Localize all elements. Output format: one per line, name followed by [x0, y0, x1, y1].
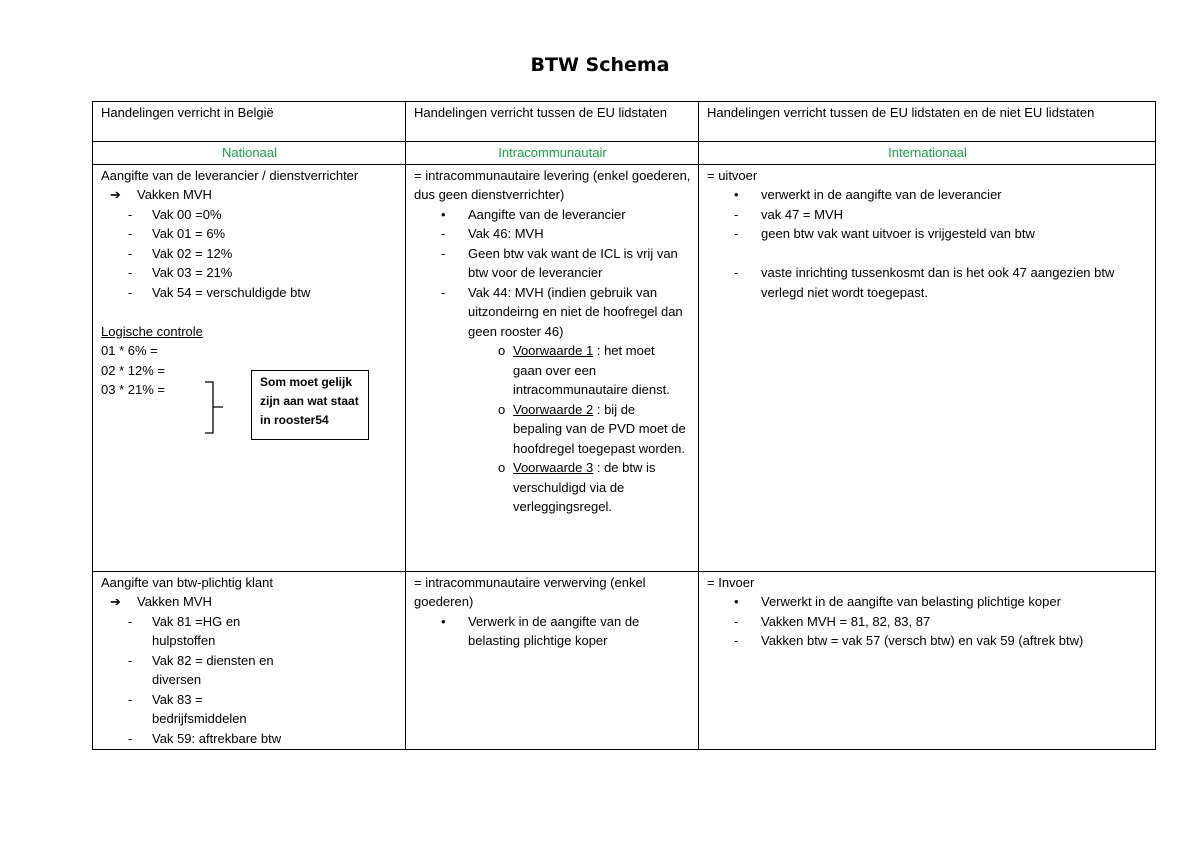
header-international: Handelingen verricht tussen de EU lidstaten en de niet EU lidstaten [699, 102, 1156, 142]
dash-marker: - [734, 226, 739, 241]
condition-text: : bij de bepaling van de PVD moet de hoofdregel toegepast worden. [513, 401, 686, 456]
bullet-marker: • [734, 594, 739, 609]
list-item: ➔ Vakken MVH [101, 185, 398, 205]
list-item: - Vak 81 =HG en hulpstoffen [101, 612, 398, 651]
cell-intro: Aangifte van de leverancier / dienstverrichter [101, 167, 359, 183]
dash-marker: - [128, 652, 133, 668]
cell-international-export [699, 164, 1156, 571]
dash-marker: - [128, 613, 133, 629]
list-item: - vak 47 = MVH [707, 205, 1148, 225]
circle-bullet-icon: o [498, 343, 506, 358]
list-item: - Vak 03 = 21% [101, 263, 398, 283]
table-row [93, 571, 1156, 750]
bullet-marker: • [734, 187, 739, 202]
btw-schema-table [92, 101, 1156, 750]
list-item: - vaste inrichting tussenkosmt dan is het ook 47 aangezien btw verlegd niet wordt toegepast. [707, 263, 1148, 302]
subheader-intracommunautair: Intracommunautair [406, 142, 699, 165]
cell-intracommunity-supply [406, 164, 699, 571]
list-item: - Vak 46: MVH [414, 224, 691, 244]
condition-item [414, 400, 691, 459]
list-item: - Vak 00 =0% [101, 205, 398, 225]
logic-line: 01 * 6% = [101, 343, 158, 358]
cell-international-import [699, 571, 1156, 750]
arrow-right-icon: ➔ [110, 187, 121, 202]
dash-marker: - [128, 226, 133, 241]
list-item: • Aangifte van de leverancier [414, 205, 691, 225]
dash-marker: - [734, 613, 739, 629]
circle-bullet-icon: o [498, 401, 506, 417]
logic-check-title: Logische controle [101, 323, 203, 339]
list-item: - Vak 59: aftrekbare btw [101, 729, 398, 749]
subheader-internationaal: Internationaal [699, 142, 1156, 165]
dash-marker: - [734, 206, 739, 222]
condition-item [414, 341, 691, 400]
note-box: Som moet gelijk zijn aan wat staat in rooster54 [251, 370, 369, 440]
list-item: • Verwerkt in de aangifte van belasting plichtige koper [707, 592, 1148, 612]
dash-marker: - [128, 691, 133, 707]
dash-marker: - [128, 206, 133, 222]
right-brace-icon [203, 381, 227, 437]
list-item: - geen btw vak want uitvoer is vrijgesteld van btw [707, 224, 1148, 244]
cell-intro: = intracommunautaire levering (enkel goederen, dus geen dienstverrichter) [414, 167, 691, 202]
arrow-right-icon: ➔ [110, 594, 121, 609]
condition-text: : het moet gaan over een intracommunautaire dienst. [513, 343, 670, 397]
list-item: - Geen btw vak want de ICL is vrij van btw voor de leverancier [414, 244, 691, 283]
condition-label: Voorwaarde 2 [513, 401, 594, 417]
logic-line: 03 * 21% = [101, 382, 165, 397]
list-item: - Vak 82 = diensten en diversen [101, 651, 398, 690]
header-row [93, 102, 1156, 142]
condition-item [414, 458, 691, 517]
condition-text: : de btw is verschuldigd via de verleggingsregel. [513, 460, 656, 514]
dash-marker: - [441, 226, 446, 241]
list-item: - Vak 01 = 6% [101, 224, 398, 244]
list-item: ➔ Vakken MVH [101, 592, 398, 612]
dash-marker: - [734, 265, 739, 280]
table-row [93, 164, 1156, 571]
dash-marker: - [128, 265, 133, 280]
bullet-marker: • [441, 206, 446, 222]
cell-intro: = intracommunautaire verwerving (enkel goederen) [414, 574, 646, 609]
subheader-nationaal: Nationaal [93, 142, 406, 165]
list-item: • verwerkt in de aangifte van de leverancier [707, 185, 1148, 205]
cell-intro: Aangifte van btw-plichtig klant [101, 574, 273, 590]
header-intracommunity: Handelingen verricht tussen de EU lidstaten [406, 102, 699, 142]
header-national: Handelingen verricht in België [93, 102, 406, 142]
cell-national-supply [93, 164, 406, 571]
condition-label: Voorwaarde 1 [513, 343, 594, 358]
document-title: BTW Schema [530, 54, 670, 76]
dash-marker: - [441, 284, 446, 300]
dash-marker: - [734, 633, 739, 648]
condition-label: Voorwaarde 3 [513, 460, 594, 475]
dash-marker: - [128, 245, 133, 261]
bullet-marker: • [441, 613, 446, 629]
cell-intro: = uitvoer [707, 167, 758, 183]
logic-line: 02 * 12% = [101, 362, 165, 378]
list-item: - Vak 54 = verschuldigde btw [101, 283, 398, 303]
list-item: • Verwerk in de aangifte van de belasting plichtige koper [414, 612, 691, 651]
list-item: - Vakken MVH = 81, 82, 83, 87 [707, 612, 1148, 632]
dash-marker: - [441, 245, 446, 261]
cell-national-purchase [93, 571, 406, 750]
subheader-row [93, 142, 1156, 165]
list-item: - Vak 02 = 12% [101, 244, 398, 264]
list-item: - Vakken btw = vak 57 (versch btw) en vak 59 (aftrek btw) [707, 631, 1148, 651]
circle-bullet-icon: o [498, 460, 506, 475]
cell-intracommunity-acquisition [406, 571, 699, 750]
dash-marker: - [128, 730, 133, 746]
dash-marker: - [128, 284, 133, 300]
list-item: - Vak 83 = bedrijfsmiddelen [101, 690, 398, 729]
cell-intro: = Invoer [707, 574, 755, 590]
list-item: - Vak 44: MVH (indien gebruik van uitzondeirng en niet de hoofregel dan geen rooster 46) [414, 283, 691, 342]
